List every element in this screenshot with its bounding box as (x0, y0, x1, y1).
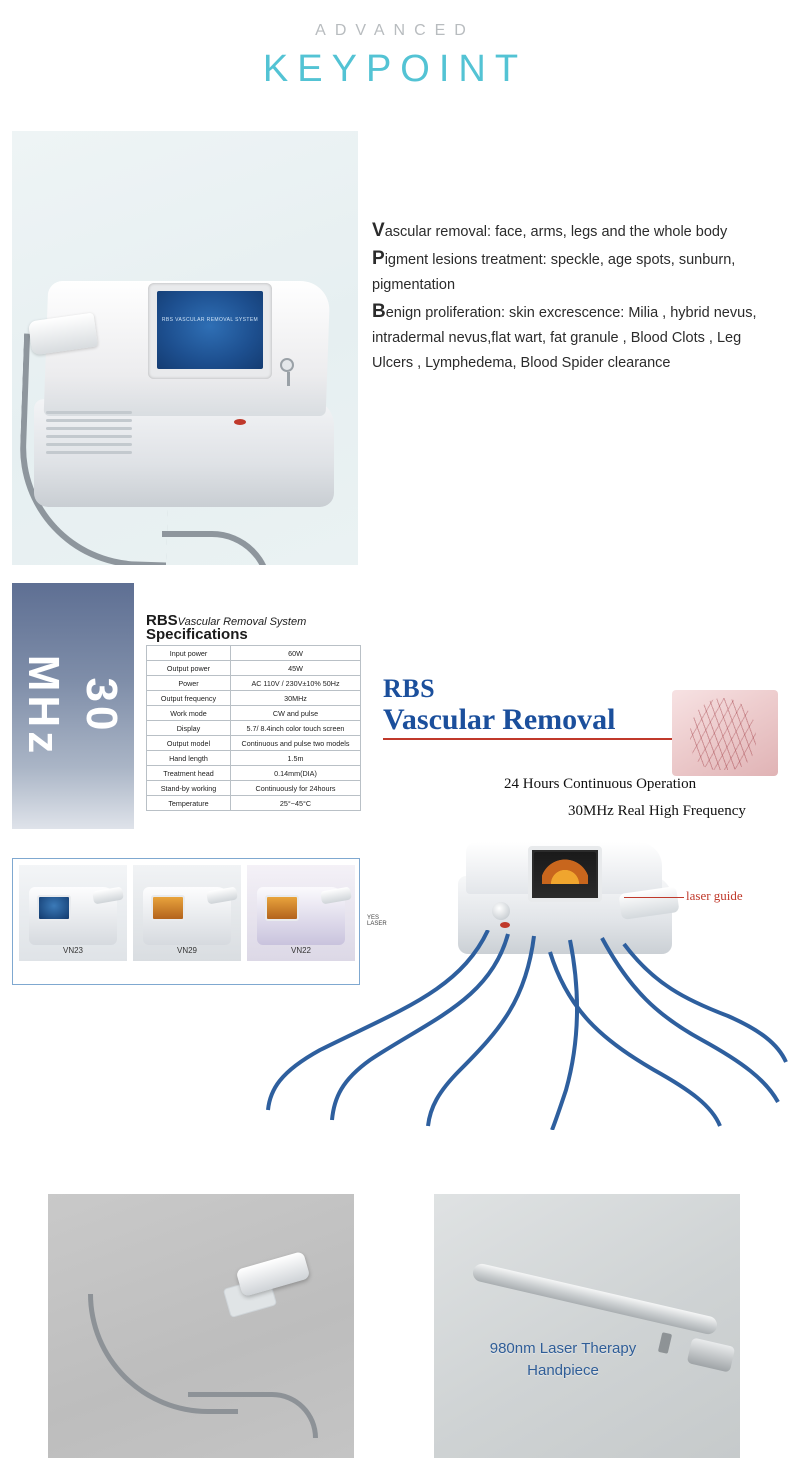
handpiece-caption-line2: Handpiece (527, 1362, 599, 1379)
machine-screen (534, 852, 596, 896)
spec-system-name: Vascular Removal System (177, 616, 307, 628)
table-row (147, 691, 361, 706)
spec-key: Input power (147, 646, 231, 661)
spec-key: Display (147, 721, 231, 736)
power-led (234, 419, 246, 425)
rbs-subtitle: Vascular Removal (383, 703, 616, 736)
spec-value: Continuous and pulse two models (231, 736, 361, 751)
claim-continuous-operation: 24 Hours Continuous Operation (504, 776, 697, 792)
spec-value: 60W (231, 646, 361, 661)
table-row (147, 721, 361, 736)
model-screen (265, 895, 299, 921)
spec-key: Treatment head (147, 766, 231, 781)
bullet-benign (372, 299, 778, 376)
handpiece-cable-lower (188, 1392, 318, 1438)
bullet-vascular (372, 218, 778, 245)
model-variant-0 (19, 865, 127, 961)
spec-value: 1.5m (231, 751, 361, 766)
hero-product-photo (12, 131, 358, 565)
power-led (500, 922, 510, 928)
handpiece-caption (448, 1338, 678, 1382)
key-switch (280, 358, 294, 372)
hero-bullet-list (372, 218, 778, 377)
model-label-1: VN29 (176, 946, 197, 955)
specifications-block (146, 612, 361, 811)
spec-brand: RBS (146, 612, 178, 629)
model-screen-tag: YES LASER (367, 915, 387, 927)
spec-key: Output power (147, 661, 231, 676)
spec-key: Output model (147, 736, 231, 751)
table-row (147, 766, 361, 781)
laser-pen-tip (687, 1337, 736, 1372)
spec-value: 30MHz (231, 691, 361, 706)
header-subtitle: ADVANCED (315, 22, 475, 39)
spec-key: Temperature (147, 796, 231, 811)
table-row (147, 751, 361, 766)
spec-key: Output frequency (147, 691, 231, 706)
model-label-0: VN23 (62, 946, 83, 955)
laser-pen-body (471, 1262, 719, 1336)
mhz-unit: MHz (19, 654, 68, 758)
spec-value: Continuously for 24hours (231, 781, 361, 796)
machine-knob (492, 902, 510, 920)
spec-title-line2: Specifications (146, 626, 248, 643)
mhz-banner-text (12, 583, 134, 829)
spec-value: AC 110V / 230V±10% 50Hz (231, 676, 361, 691)
table-row (147, 736, 361, 751)
bullet-capital-v: V (372, 220, 385, 241)
machine-screen (157, 291, 263, 369)
bullet-vascular-text: ascular removal: face, arms, legs and the whole body (384, 224, 728, 240)
spec-key: Stand-by working (147, 781, 231, 796)
machine-screen-text: RBS VASCULAR REMOVAL SYSTEM (161, 317, 259, 323)
mhz-value: 30 (77, 677, 126, 735)
spec-value: 5.7/ 8.4inch color touch screen (231, 721, 361, 736)
vascular-leg-photo (672, 690, 778, 776)
handpiece-cable-lower (162, 531, 272, 565)
handpiece-photo (48, 1194, 354, 1458)
rbs-underline (383, 738, 677, 740)
spec-value: 0.14mm(DIA) (231, 766, 361, 781)
spec-key: Power (147, 676, 231, 691)
bullet-capital-b: B (372, 301, 386, 322)
cable-illustration (250, 930, 790, 1130)
model-label-2: VN22 (290, 946, 311, 955)
spec-value: 25°~45°C (231, 796, 361, 811)
table-row (147, 646, 361, 661)
laser-guide-label: laser guide (686, 888, 743, 903)
laser-handpiece-photo (434, 1194, 740, 1458)
bullet-pigment (372, 246, 778, 298)
spec-key: Work mode (147, 706, 231, 721)
spec-value: 45W (231, 661, 361, 676)
specifications-table (146, 645, 361, 811)
table-row (147, 706, 361, 721)
model-screen (151, 895, 185, 921)
bullet-benign-text: enign proliferation: skin excrescence: Milia , hybrid nevus, intradermal nevus,flat wart, fat granule , Blood Clots , Leg Ulcers , Lymphedema, Blood Spider clearance (372, 305, 757, 371)
page-title: KEYPOINT (262, 48, 528, 90)
spec-value: CW and pulse (231, 706, 361, 721)
machine-vents (46, 411, 132, 457)
model-screen (37, 895, 71, 921)
bullet-capital-p: P (372, 248, 385, 269)
spec-key: Hand length (147, 751, 231, 766)
table-row (147, 781, 361, 796)
table-row (147, 796, 361, 811)
claim-high-frequency: 30MHz Real High Frequency (568, 803, 746, 819)
table-row (147, 676, 361, 691)
handpiece-caption-line1: 980nm Laser Therapy (489, 1340, 637, 1357)
table-row (147, 661, 361, 676)
rbs-headline (383, 676, 683, 740)
laser-guide-leader-line (624, 897, 684, 898)
rbs-title: RBS (383, 674, 436, 703)
page-header (0, 0, 790, 128)
model-variant-1 (133, 865, 241, 961)
bullet-pigment-text: igment lesions treatment: speckle, age spots, sunburn, pigmentation (372, 252, 736, 293)
